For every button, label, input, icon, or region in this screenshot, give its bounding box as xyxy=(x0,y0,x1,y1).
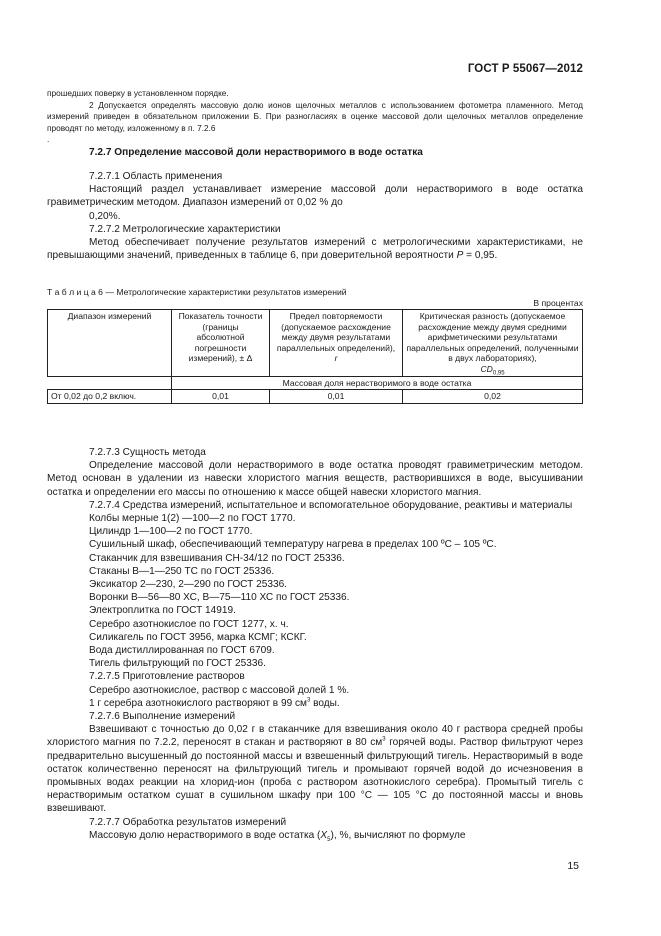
subsection-text-1b: 0,20%. xyxy=(89,210,121,222)
span-row-label: Массовая доля нерастворимого в воде остатка xyxy=(172,376,583,390)
note-line: прошедших поверку в установленном порядке. xyxy=(47,88,229,98)
text-span: воды. xyxy=(310,697,340,709)
header-cell-r xyxy=(270,310,403,377)
body-lower xyxy=(47,446,583,842)
table-span-row xyxy=(48,376,583,390)
header-cell-range: Диапазон измерений xyxy=(48,310,172,377)
text-span: Взвешивают с точностью до 0,02 г в стаканчике для взвешивания около 40 г раствора средней пробы хлористого магния по 7.2.2, переносят в стакан и растворяют в 80 см xyxy=(47,724,583,749)
header-cell-cd xyxy=(403,310,583,377)
text-span: Предел повторяемости (допускаемое расхождение между двумя результатами параллельных определений), xyxy=(276,311,396,353)
metrology-table xyxy=(47,309,583,404)
symbol-p: P xyxy=(456,250,464,262)
subsection-title-7: 7.2.7.7 Обработка результатов измерений xyxy=(89,816,287,828)
subsections-1-2 xyxy=(47,170,583,262)
equipment-item: Сушильный шкаф, обеспечивающий температуру нагрева в пределах 100 ºС – 105 ºС. xyxy=(89,539,497,551)
symbol-x: X xyxy=(320,829,328,841)
span-row-blank xyxy=(48,376,172,390)
symbol-x-sub: 5 xyxy=(327,836,331,843)
subsection-text-2 xyxy=(47,236,583,262)
text-span: Массовую долю нерастворимого в воде остатка ( xyxy=(89,829,321,841)
note-2: 2 Допускается определять массовую долю ионов щелочных металлов с использованием фотометра пламенного. Метод измерений приведен в обязательном приложении Б. При разногласиях в оценке массовой доли щелочных металлов определение проводят по методу, изложенному в п. 7.2.6 xyxy=(47,99,583,133)
document-header: ГОСТ Р 55067—2012 xyxy=(467,63,583,75)
text-span: горячей воды. Раствор фильтруют через предварительно высушенный до постоянной массы и взвешенный фильтрующий тигель. Нерастворимый в воде остаток количественно переносят на фильтрующий тигель и промывают горячей водой до исчезновения в промывных водах реакции на хлорид-ион (проба с раствором азотнокислого серебра). Промытый тигель с нерастворимым остатком сушат в сушильном шкафу при 100 °С — 105 °С до постоянной массы и вновь взвешивают. xyxy=(47,737,583,815)
equipment-item: Стаканы В—1—250 ТС по ГОСТ 25336. xyxy=(89,565,275,577)
equipment-item: Воронки В—56—80 ХС, В—75—110 ХС по ГОСТ 25336. xyxy=(89,592,350,604)
table-header-row xyxy=(48,310,583,377)
cell-cd: 0,02 xyxy=(403,390,583,404)
subsection-text-3: Определение массовой доли нерастворимого в воде остатка проводят гравиметрическим методом. Метод основан в удалении из навески хлористого магния веществ, растворившихся в воде, высушивании остатка и определении его массы по отношению к массе общей навески хлористого магния. xyxy=(47,460,583,498)
header-cell-delta: Показатель точности (границы абсолютной погрешности измерений), ± Δ xyxy=(172,310,270,377)
cell-delta: 0,01 xyxy=(172,390,270,404)
subsection-title-2: 7.2.7.2 Метрологические характеристики xyxy=(89,223,281,235)
page-number: 15 xyxy=(567,860,579,872)
equipment-item: Стаканчик для взвешивания СН-34/12 по ГОСТ 25336. xyxy=(89,552,345,564)
superscript: 3 xyxy=(382,737,386,744)
equipment-item: Электроплитка по ГОСТ 14919. xyxy=(89,605,236,617)
text-span: 1 г серебра азотнокислого растворяют в 99 см xyxy=(89,697,307,709)
equipment-item: Эксикатор 2—230, 2—290 по ГОСТ 25336. xyxy=(89,579,287,591)
note-dot: . xyxy=(47,134,50,145)
equipment-item: Цилиндр 1—100—2 по ГОСТ 1770. xyxy=(89,526,253,538)
symbol-cd-sub: 0,95 xyxy=(492,370,505,377)
subsection-title-4: 7.2.7.4 Средства измерений, испытательное и вспомогательное оборудование, реактивы и материалы xyxy=(89,499,573,511)
equipment-item: Серебро азотнокислое по ГОСТ 1277, х. ч. xyxy=(89,618,289,630)
symbol-cd: CD xyxy=(480,363,493,374)
solution-line-1: Серебро азотнокислое, раствор с массовой долей 1 %. xyxy=(89,684,350,696)
cell-range: От 0,02 до 0,2 включ. xyxy=(48,390,172,404)
text-span: = 0,95. xyxy=(463,250,498,262)
cell-r: 0,01 xyxy=(270,390,403,404)
equipment-item: Вода дистиллированная по ГОСТ 6709. xyxy=(89,645,275,657)
subsection-title-1: 7.2.7.1 Область применения xyxy=(89,171,223,182)
text-span: ), %, вычисляют по формуле xyxy=(330,829,466,841)
subsection-text-6 xyxy=(47,723,583,815)
subsection-text-7 xyxy=(47,829,583,842)
subsection-title-5: 7.2.7.5 Приготовление растворов xyxy=(89,671,245,683)
table-units: В процентах xyxy=(533,298,583,308)
subsection-title-6: 7.2.7.6 Выполнение измерений xyxy=(89,711,236,723)
text-span: Метод обеспечивает получение результатов измерений с метрологическими характеристиками, не превышающими значений, приведенных в таблице 6, при доверительной вероятности xyxy=(47,237,583,262)
superscript: 3 xyxy=(307,697,311,704)
text-span: Критическая разность (допускаемое расхождение между двумя средними арифметическими результатами параллельных определений, полученными в двух лабораториях), xyxy=(406,311,579,364)
note-continuation xyxy=(47,88,583,146)
solution-line-2 xyxy=(47,697,583,710)
equipment-item: Тигель фильтрующий по ГОСТ 25336. xyxy=(89,658,266,670)
equipment-item: Колбы мерные 1(2) —100—2 по ГОСТ 1770. xyxy=(89,513,296,525)
table-row xyxy=(48,390,583,404)
symbol-r: r xyxy=(334,353,338,364)
equipment-item: Силикагель по ГОСТ 3956, марка КСМГ; КСКГ. xyxy=(89,631,307,643)
subsection-title-3: 7.2.7.3 Сущность метода xyxy=(89,447,206,458)
section-heading: 7.2.7 Определение массовой доли нерастворимого в воде остатка xyxy=(89,147,423,158)
subsection-text-1: Настоящий раздел устанавливает измерение массовой доли нерастворимого в воде остатка гравиметрическим методом. Диапазон измерений от 0,02 % до xyxy=(47,184,583,209)
table-caption: Т а б л и ц а 6 — Метрологические характеристики результатов измерений xyxy=(47,287,347,297)
